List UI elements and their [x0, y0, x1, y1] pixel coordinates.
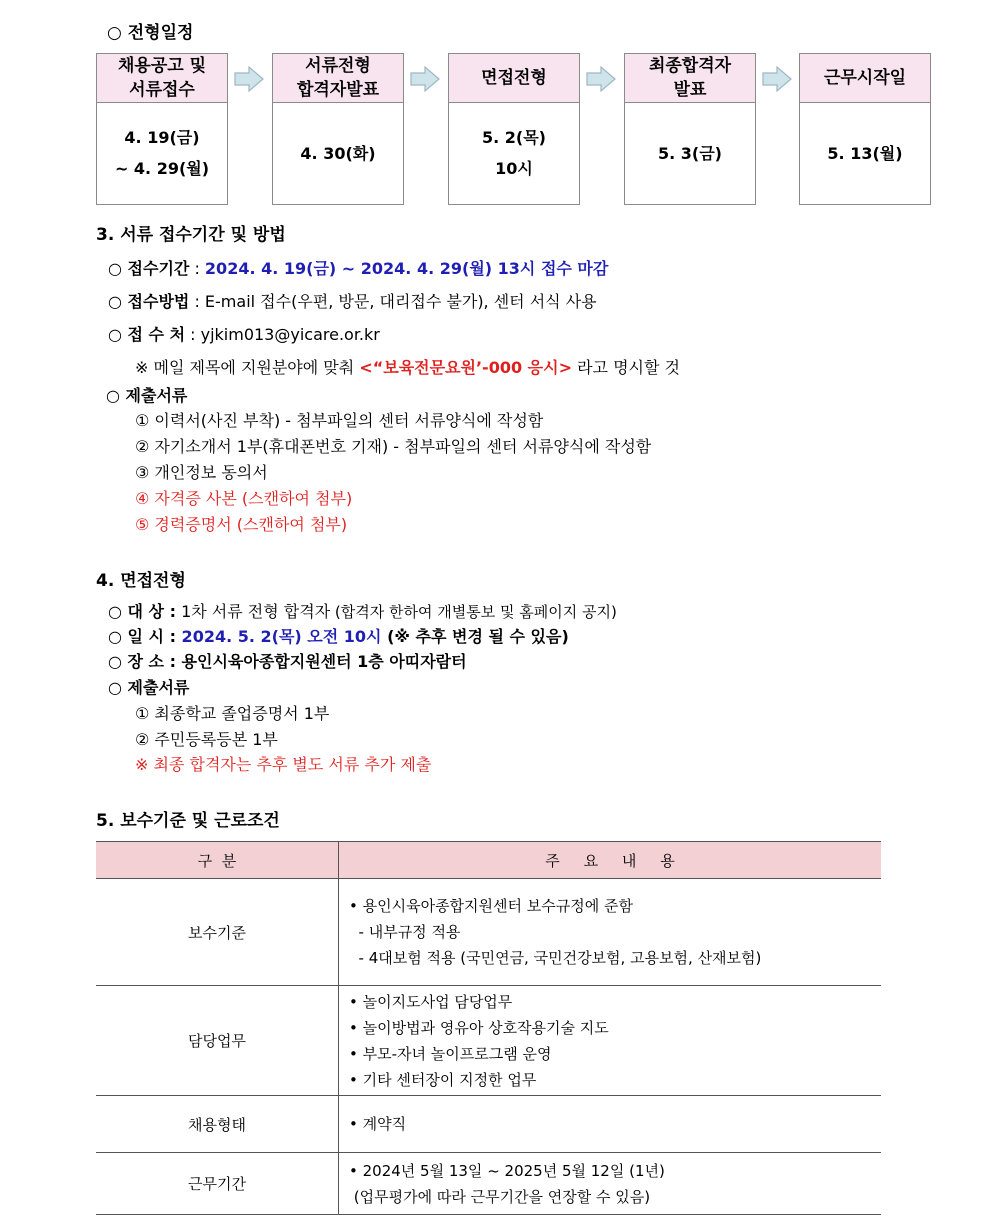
- step-3-head-1: 면접전형: [481, 68, 547, 88]
- row-label: 근무기간: [96, 1153, 339, 1215]
- step-4-date-1: 5. 3(금): [658, 143, 722, 163]
- row-content: [339, 1096, 882, 1153]
- doc-item-red: ④ 자격증 사본 (스캔하여 첨부): [135, 489, 353, 508]
- step-4-head-1: 최종합격자: [648, 56, 732, 76]
- step-1-head-2: 서류접수: [129, 80, 195, 100]
- row-label: 채용형태: [96, 1096, 339, 1153]
- content-line: • 용인시육아종합지원센터 보수규정에 준함: [349, 897, 633, 915]
- header-content: 주 요 내 용: [339, 842, 882, 879]
- step-3-date-2: 10시: [495, 159, 533, 178]
- period-value: 2024. 4. 19(금) ~ 2024. 4. 29(월) 13시 접수 마감: [204, 259, 609, 278]
- schedule-step-4: [624, 53, 756, 205]
- content-line: • 놀이지도사업 담당업무: [349, 992, 513, 1011]
- row-content: [339, 1153, 882, 1215]
- step-3-date-1: 5. 2(목): [482, 128, 546, 147]
- mail-note: [135, 355, 680, 378]
- period-sep: :: [189, 259, 205, 278]
- method-label: ○ 접수방법: [108, 292, 190, 311]
- step-1-head-1: 채용공고 및: [117, 56, 207, 76]
- table-row: [96, 879, 881, 986]
- schedule-step-3: [448, 53, 580, 205]
- section4-title: 4. 면접전형: [96, 571, 186, 591]
- content-line: (업무평가에 따라 근무기간을 연장할 수 있음): [349, 1187, 651, 1206]
- mail-note-highlight: <“보육전문요원’-000 응시>: [359, 358, 572, 377]
- content-line: • 기타 센터장이 지정한 업무: [349, 1070, 537, 1089]
- step-1-date-1: 4. 19(금): [124, 128, 200, 147]
- header-category: 구 분: [96, 842, 339, 879]
- section5-title: 5. 보수기준 및 근로조건: [96, 811, 280, 831]
- step-2-date-1: 4. 30(화): [300, 143, 376, 163]
- method-value: : E-mail 접수(우편, 방문, 대리접수 불가), 센터 서식 사용: [189, 292, 597, 311]
- date-label: ○ 일 시 :: [108, 627, 176, 646]
- table-row: [96, 986, 881, 1096]
- target-value: 1차 서류 전형 합격자: [175, 602, 331, 621]
- period-label: ○ 접수기간: [108, 259, 190, 278]
- content-line: • 2024년 5월 13일 ~ 2025년 5월 12일 (1년): [349, 1161, 665, 1180]
- target-note: (합격자 한하여 개별통보 및 홈페이지 공지): [330, 603, 617, 621]
- table-header-row: [96, 842, 881, 879]
- recipient-value: : yjkim013@yicare.or.kr: [185, 325, 380, 344]
- step-2-head-1: 서류전형: [305, 56, 371, 76]
- period-line: [108, 256, 608, 279]
- schedule-step-5: [799, 53, 931, 205]
- doc-item-red: ⑤ 경력증명서 (스캔하여 첨부): [135, 515, 348, 534]
- content-line: • 놀이방법과 영유아 상호작용기술 지도: [349, 1018, 609, 1037]
- content-line: • 부모-자녀 놀이프로그램 운영: [349, 1044, 552, 1063]
- mail-note-prefix: ※ 메일 제목에 지원분야에 맞춰: [135, 358, 360, 377]
- schedule-step-2: [272, 53, 404, 205]
- docs-title-4: ○ 제출서류: [108, 678, 190, 697]
- schedule-step-1: [96, 53, 228, 205]
- step-5-date-1: 5. 13(월): [827, 143, 903, 163]
- place-line: [108, 649, 467, 672]
- doc-item: ② 주민등록등본 1부: [135, 730, 278, 749]
- date-line: [108, 624, 569, 647]
- arrow-right-icon: [586, 66, 616, 92]
- date-note: (※ 추후 변경 될 수 있음): [381, 627, 569, 646]
- step-5-head-1: 근무시작일: [823, 68, 907, 88]
- table-row: [96, 1096, 881, 1153]
- date-value: 2024. 5. 2(목) 오전 10시: [175, 627, 382, 646]
- arrow-right-icon: [762, 66, 792, 92]
- content-line: • 계약직: [349, 1115, 407, 1133]
- step-4-head-2: 발표: [673, 80, 707, 100]
- doc-item: ③ 개인정보 동의서: [135, 463, 268, 482]
- arrow-right-icon: [234, 66, 264, 92]
- target-line: [108, 599, 617, 622]
- arrow-right-icon: [410, 66, 440, 92]
- doc-item: ② 자기소개서 1부(휴대폰번호 기재) - 첨부파일의 센터 서류양식에 작성함: [135, 437, 652, 456]
- recipient-label: ○ 접 수 처: [108, 325, 186, 344]
- step-2-head-2: 합격자발표: [296, 80, 380, 100]
- docs-title: ○ 제출서류: [106, 386, 188, 405]
- content-line: - 4대보험 적용 (국민연금, 국민건강보험, 고용보험, 산재보험): [349, 949, 762, 967]
- row-label: 보수기준: [96, 879, 339, 986]
- place-label: ○ 장 소 :: [108, 652, 176, 671]
- schedule-title: ○ 전형일정: [107, 23, 194, 43]
- doc-item: ① 이력서(사진 부착) - 첨부파일의 센터 서류양식에 작성함: [135, 411, 544, 430]
- final-note: ※ 최종 합격자는 추후 별도 서류 추가 제출: [135, 755, 432, 774]
- method-line: [108, 289, 597, 312]
- recipient-line: [108, 322, 380, 345]
- conditions-table: [96, 841, 881, 1215]
- table-row: [96, 1153, 881, 1215]
- row-label: 담당업무: [96, 986, 339, 1096]
- content-line: - 내부규정 적용: [349, 923, 461, 941]
- row-content: [339, 986, 882, 1096]
- row-content: [339, 879, 882, 986]
- section3-title: 3. 서류 접수기간 및 방법: [96, 225, 286, 245]
- step-1-date-2: ~ 4. 29(월): [114, 159, 210, 178]
- doc-item: ① 최종학교 졸업증명서 1부: [135, 704, 330, 723]
- place-value: 용인시육아종합지원센터 1층 아띠자람터: [175, 652, 467, 671]
- target-label: ○ 대 상 :: [108, 602, 176, 621]
- mail-note-suffix: 라고 명시할 것: [571, 358, 680, 377]
